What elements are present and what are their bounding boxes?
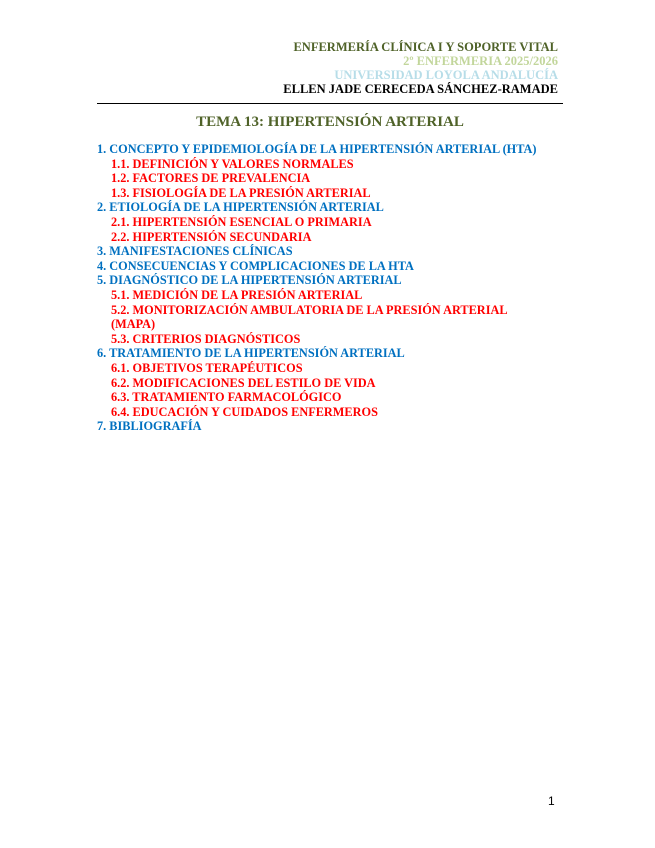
toc-item: 3. MANIFESTACIONES CLÍNICAS <box>97 244 293 259</box>
toc-item: 6. TRATAMIENTO DE LA HIPERTENSIÓN ARTERIAL <box>97 346 405 361</box>
toc-subitem: 6.3. TRATAMIENTO FARMACOLÓGICO <box>111 390 342 405</box>
toc-item: 2. ETIOLOGÍA DE LA HIPERTENSIÓN ARTERIAL <box>97 200 384 215</box>
page-number: 1 <box>548 794 555 808</box>
toc-subitem: 6.2. MODIFICACIONES DEL ESTILO DE VIDA <box>111 375 376 390</box>
toc-item: 1. CONCEPTO Y EPIDEMIOLOGÍA DE LA HIPERTENSIÓN ARTERIAL (HTA) <box>97 142 537 156</box>
toc-item: 7. BIBLIOGRAFÍA <box>97 419 202 434</box>
header-university: UNIVERSIDAD LOYOLA ANDALUCÍA <box>334 68 558 82</box>
header-author: ELLEN JADE CERECEDA SÁNCHEZ-RAMADE <box>283 82 558 96</box>
toc-item: 4. CONSECUENCIAS Y COMPLICACIONES DE LA HTA <box>97 258 414 273</box>
header-year: 2º ENFERMERIA 2025/2026 <box>403 54 558 68</box>
header-divider <box>97 103 563 104</box>
toc-subitem: 6.1. OBJETIVOS TERAPÉUTICOS <box>111 360 303 375</box>
toc-subitem: 2.2. HIPERTENSIÓN SECUNDARIA <box>111 229 312 244</box>
toc-subitem: 1.1. DEFINICIÓN Y VALORES NORMALES <box>111 156 354 171</box>
toc-subitem: 5.1. MEDICIÓN DE LA PRESIÓN ARTERIAL <box>111 287 363 302</box>
toc-subitem: 6.4. EDUCACIÓN Y CUIDADOS ENFERMEROS <box>111 404 378 419</box>
toc-subitem: 5.3. CRITERIOS DIAGNÓSTICOS <box>111 331 301 346</box>
toc-subitem: 1.2. FACTORES DE PREVALENCIA <box>111 171 311 186</box>
page-title: TEMA 13: HIPERTENSIÓN ARTERIAL <box>196 114 464 130</box>
toc-subitem: 1.3. FISIOLOGÍA DE LA PRESIÓN ARTERIAL <box>111 185 371 200</box>
toc-subitem: 2.1. HIPERTENSIÓN ESENCIAL O PRIMARIA <box>111 214 372 229</box>
toc-item: 5. DIAGNÓSTICO DE LA HIPERTENSIÓN ARTERIAL <box>97 273 402 288</box>
table-of-contents <box>97 142 537 434</box>
toc-subitem: 5.2. MONITORIZACIÓN AMBULATORIA DE LA PRESIÓN ARTERIAL (MAPA) <box>111 302 507 332</box>
page-header <box>283 40 558 96</box>
header-course: ENFERMERÍA CLÍNICA I Y SOPORTE VITAL <box>293 40 558 54</box>
